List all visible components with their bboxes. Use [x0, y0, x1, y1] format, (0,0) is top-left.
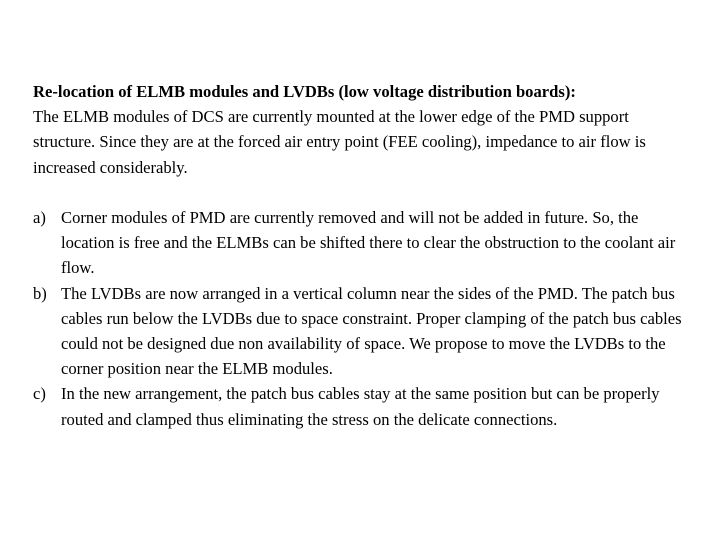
- list-item-b: [33, 281, 693, 382]
- intro-paragraph: The ELMB modules of DCS are currently mounted at the lower edge of the PMD support structure. Since they are at the forced air entry point (FEE cooling), impedance to air flow is increased considerably.: [33, 107, 646, 177]
- list-item-text: In the new arrangement, the patch bus cables stay at the same position but can be properly routed and clamped thus eliminating the stress on the delicate connections.: [61, 384, 660, 429]
- list-item-text: Corner modules of PMD are currently removed and will not be added in future. So, the location is free and the ELMBs can be shifted there to clear the obstruction to the coolant air flow.: [61, 208, 676, 278]
- document-body: [33, 79, 693, 432]
- list-item-text: The LVDBs are now arranged in a vertical column near the sides of the PMD. The patch bus cables run below the LVDBs due to space constraint. Proper clamping of the patch bus cables could not be designed due non availability of space. We propose to move the LVDBs to the corner position near the ELMB modules.: [61, 283, 682, 379]
- list-marker: b): [33, 283, 47, 303]
- proposal-list: [33, 205, 693, 432]
- section-heading: Re-location of ELMB modules and LVDBs (low voltage distribution boards):: [33, 82, 576, 101]
- list-marker: c): [33, 384, 46, 404]
- list-item-c: [33, 381, 693, 431]
- list-item-a: [33, 205, 693, 281]
- list-marker: a): [33, 208, 46, 227]
- paragraph-gap: [33, 180, 693, 205]
